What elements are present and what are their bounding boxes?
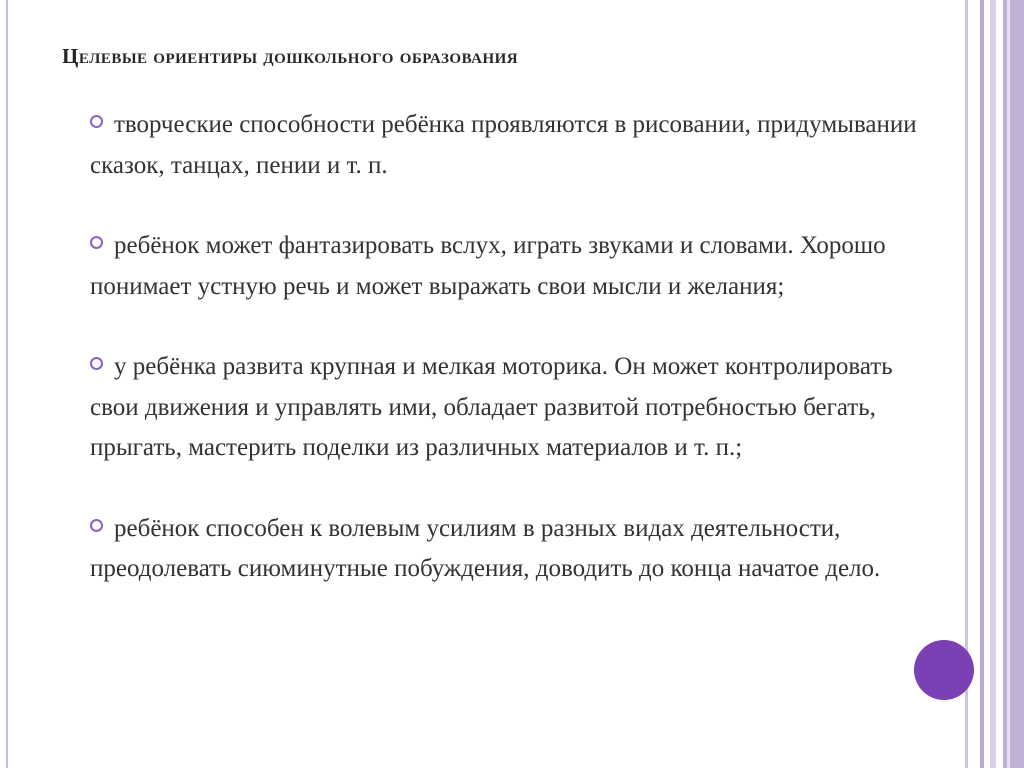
circle-outline-icon: [90, 115, 103, 128]
bullet-list: [90, 105, 940, 630]
slide-title: Целевые ориентиры дошкольного образования: [62, 44, 519, 68]
left-border-line: [6, 0, 8, 768]
bullet-item-2: [90, 226, 940, 307]
right-stripe-2: [980, 0, 984, 768]
decorative-circle: [914, 640, 974, 700]
circle-outline-icon: [90, 519, 103, 532]
bullet-item-1: [90, 105, 940, 186]
bullet-item-3: [90, 347, 940, 469]
circle-outline-icon: [90, 236, 103, 249]
bullet-text-4: ребёнок способен к волевым усилиям в разных видах деятельности, преодолевать сиюминутные побуждения, доводить до конца начатое дело.: [90, 514, 881, 582]
bullet-item-4: [90, 509, 940, 590]
circle-outline-icon: [90, 357, 103, 370]
bullet-text-3: у ребёнка развита крупная и мелкая моторика. Он может контролировать свои движения и управлять ими, обладает развитой потребностью бегать, прыгать, мастерить поделки из различных материалов и т. п.;: [90, 353, 893, 461]
right-stripe-3: [990, 0, 996, 768]
bullet-text-1: творческие способности ребёнка проявляются в рисовании, придумывании сказок, танцах, пении и т. п.: [90, 111, 917, 179]
bullet-text-2: ребёнок может фантазировать вслух, играть звуками и словами. Хорошо понимает устную речь и может выражать свои мысли и желания;: [90, 232, 886, 300]
right-stripe-5: [1007, 0, 1010, 768]
